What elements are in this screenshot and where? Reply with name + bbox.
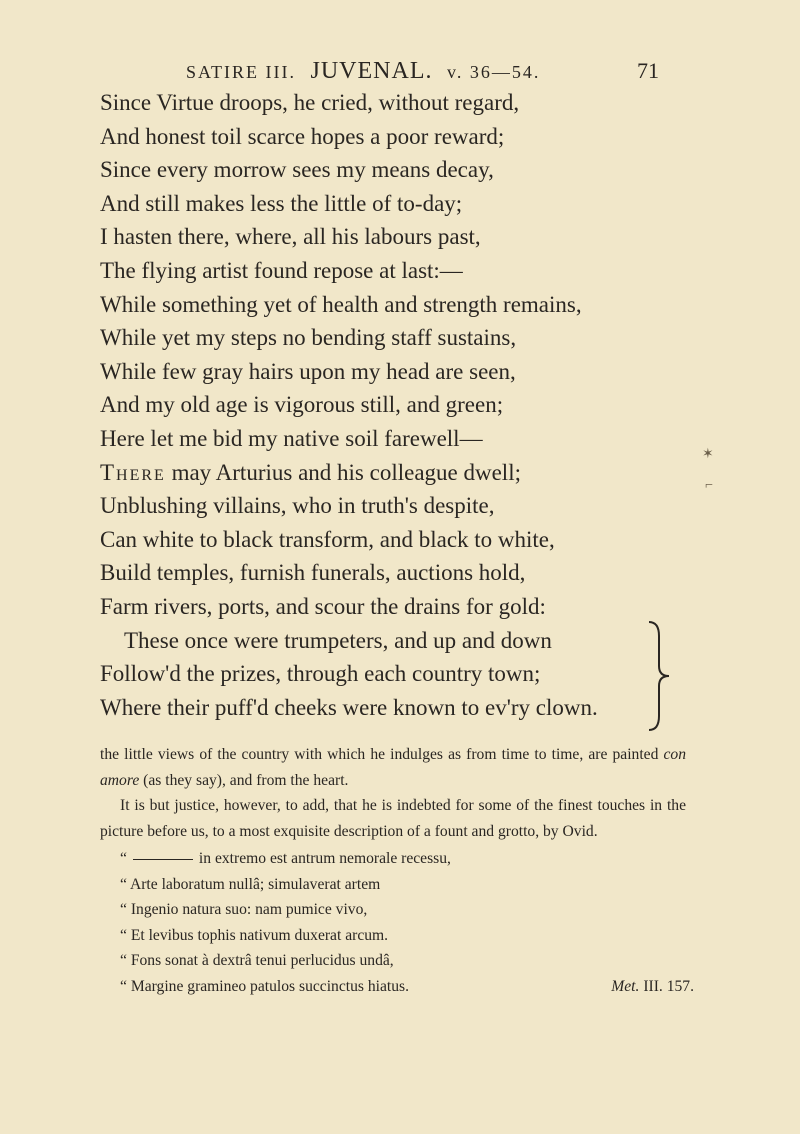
quote-line: “ Margine gramineo patulos succinctus hiatus. Met. III. 157. bbox=[100, 974, 686, 1000]
page-number: 71 bbox=[637, 58, 659, 83]
page-speck: ⌐ bbox=[705, 478, 713, 493]
verse-line: I hasten there, where, all his labours past, bbox=[100, 224, 481, 250]
verse-block bbox=[100, 86, 700, 724]
verse-line: Build temples, furnish funerals, auctions hold, bbox=[100, 560, 526, 586]
verse-line: Unblushing villains, who in truth's despite, bbox=[100, 493, 495, 519]
quote-line: “ Arte laboratum nullâ; simulaverat artem bbox=[120, 875, 381, 893]
verse-line: Can white to black transform, and black to white, bbox=[100, 526, 555, 552]
note-paragraph-1: the little views of the country with which he indulges as from time to time, are painted con amore (as they say), and from the heart. bbox=[100, 746, 686, 789]
verse-line-triplet: These once were trumpeters, and up and down bbox=[124, 627, 552, 653]
verse-line: Since every morrow sees my means decay, bbox=[100, 157, 494, 183]
verse-line: And honest toil scarce hopes a poor reward; bbox=[100, 123, 505, 149]
quote-line: “ Ingenio natura suo: nam pumice vivo, bbox=[120, 901, 368, 919]
verse-line: While yet my steps no bending staff sustains, bbox=[100, 325, 517, 351]
quote-line: “ in extremo est antrum nemorale recessu, bbox=[120, 850, 451, 867]
verse-line-triplet: Follow'd the prizes, through each country town; bbox=[100, 661, 541, 687]
verse-line: While few gray hairs upon my head are seen, bbox=[100, 358, 516, 384]
quote-line: “ Fons sonat à dextrâ tenui perlucidus undâ, bbox=[120, 952, 394, 970]
verse-line: And still makes less the little of to-day; bbox=[100, 190, 463, 216]
verse-line: Since Virtue droops, he cried, without regard, bbox=[100, 90, 520, 115]
triplet-brace bbox=[645, 620, 675, 732]
author-title: JUVENAL. bbox=[310, 58, 433, 84]
verse-line: While something yet of health and strength remains, bbox=[100, 291, 582, 317]
verse-line: Farm rivers, ports, and scour the drains for gold: bbox=[100, 593, 546, 619]
there-rest: may Arturius and his colleague dwell; bbox=[165, 459, 521, 485]
page-speck: ✶ bbox=[702, 447, 714, 462]
verse-line-there bbox=[100, 456, 700, 490]
verse-line: Here let me bid my native soil farewell— bbox=[100, 425, 483, 451]
note-paragraph-2: It is but justice, however, to add, that he is indebted for some of the finest touches in the picture before us, to a most exquisite description of a fount and grotto, by Ovid. bbox=[100, 797, 686, 840]
italic-phrase: con amore bbox=[100, 746, 686, 789]
satire-label: SATIRE III. bbox=[186, 62, 296, 82]
footnotes bbox=[100, 742, 694, 1000]
running-head bbox=[186, 58, 540, 85]
verse-line: And my old age is vigorous still, and green; bbox=[100, 392, 504, 418]
quote-dash bbox=[133, 859, 193, 860]
verse-line-triplet: Where their puff'd cheeks were known to ev'ry clown. bbox=[100, 694, 598, 720]
quote-line: “ Et levibus tophis nativum duxerat arcum. bbox=[120, 926, 389, 944]
there-smallcaps: There bbox=[100, 459, 166, 485]
verse-range: v. 36—54. bbox=[447, 62, 541, 82]
verse-line: The flying artist found repose at last:— bbox=[100, 257, 463, 283]
ovid-quotation bbox=[100, 846, 694, 1000]
citation: Met. III. 157. bbox=[611, 977, 694, 995]
